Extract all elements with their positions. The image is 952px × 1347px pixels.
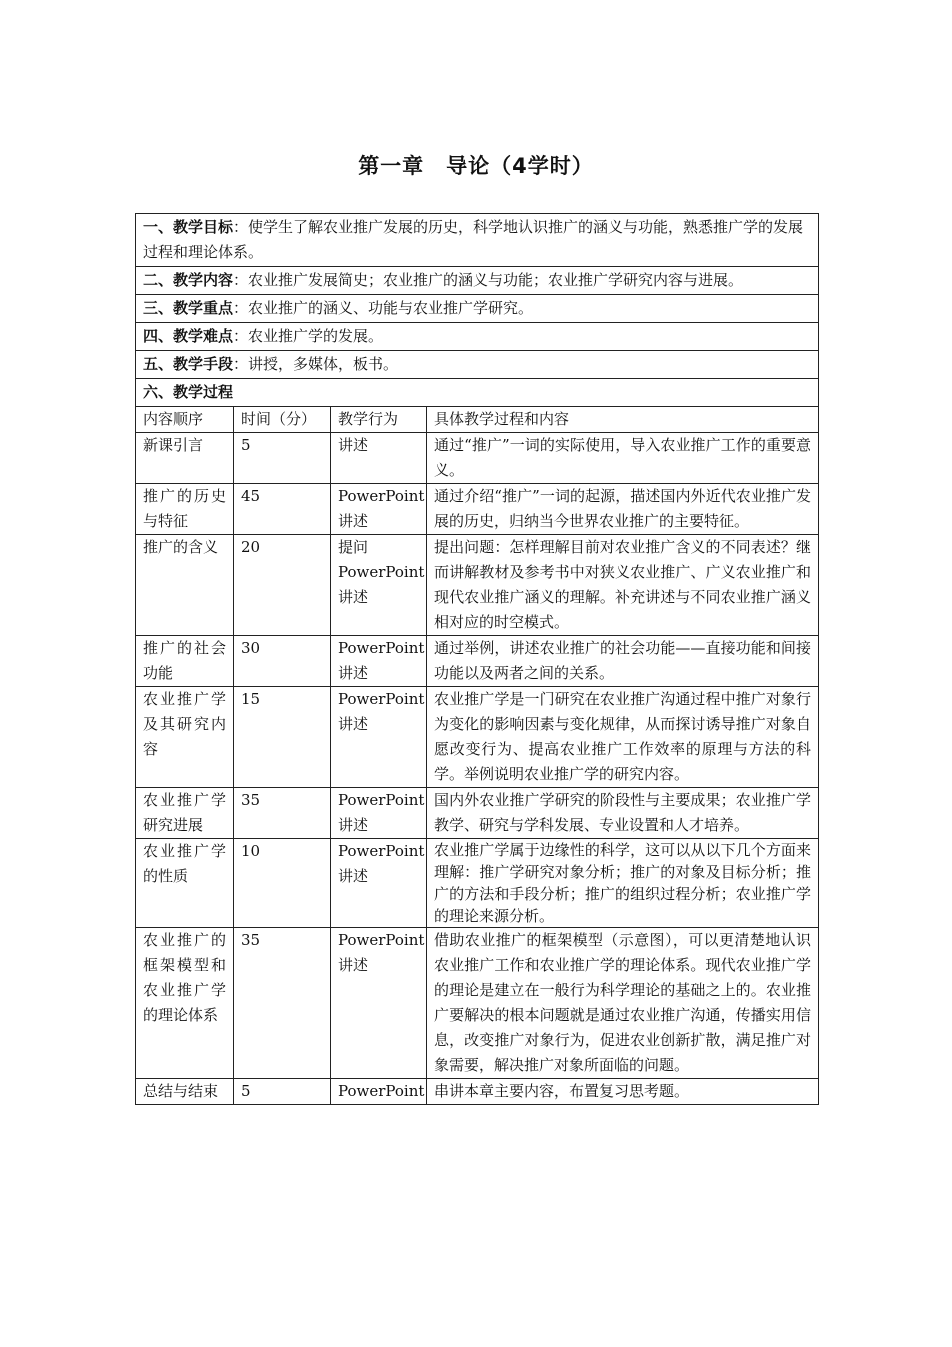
topic-cell: 农业推广学的性质 [136, 839, 234, 928]
detail-cell: 通过“推广”一词的实际使用，导入农业推广工作的重要意义。 [427, 433, 819, 484]
table-row [136, 433, 819, 484]
topic-cell: 推广的社会功能 [136, 636, 234, 687]
action-cell: PowerPoint 讲述 [331, 687, 427, 788]
detail-cell: 通过介绍“推广”一词的起源，描述国内外近代农业推广发展的历史，归纳当今世界农业推广的主要特征。 [427, 484, 819, 535]
means-row [136, 351, 819, 379]
column-header: 具体教学过程和内容 [427, 407, 819, 433]
table-row [136, 839, 819, 928]
action-cell: PowerPoint 讲述 [331, 928, 427, 1079]
topic-cell: 农业推广学研究进展 [136, 788, 234, 839]
detail-cell: 借助农业推广的框架模型（示意图），可以更清楚地认识农业推广工作和农业推广学的理论体系。现代农业推广学的理论是建立在一般行为科学理论的基础之上的。农业推广要解决的根本问题就是通过农业推广沟通，传播实用信息，改变推广对象行为，促进农业创新扩散，满足推广对象需要，解决推广对象所面临的问题。 [427, 928, 819, 1079]
detail-cell: 通过举例，讲述农业推广的社会功能——直接功能和间接功能以及两者之间的关系。 [427, 636, 819, 687]
time-cell: 30 [234, 636, 331, 687]
action-cell: PowerPoint 讲述 [331, 839, 427, 928]
table-header-row [136, 407, 819, 433]
table-row [136, 687, 819, 788]
topic-cell: 推广的含义 [136, 535, 234, 636]
time-cell: 35 [234, 928, 331, 1079]
process-label: 六、教学过程 [143, 383, 234, 401]
difficulty-row [136, 323, 819, 351]
process-row [136, 379, 819, 407]
content-text: ：农业推广发展简史；农业推广的涵义与功能；农业推广学研究内容与进展。 [233, 271, 744, 289]
content-row [136, 267, 819, 295]
action-cell: PowerPoint 讲述 [331, 788, 427, 839]
column-header: 内容顺序 [136, 407, 234, 433]
goal-text: ：使学生了解农业推广发展的历史，科学地认识推广的涵义与功能，熟悉推广学的发展过程和理论体系。 [143, 218, 804, 261]
key-point-text: ：农业推广的涵义、功能与农业推广学研究。 [233, 299, 534, 317]
goal-row [136, 214, 819, 267]
table-row [136, 1079, 819, 1105]
table-row [136, 928, 819, 1079]
table-row [136, 788, 819, 839]
time-cell: 35 [234, 788, 331, 839]
lesson-plan-table [135, 213, 819, 1105]
column-header: 时间（分） [234, 407, 331, 433]
action-cell: PowerPoint 讲述 [331, 636, 427, 687]
action-cell: PowerPoint [331, 1079, 427, 1105]
means-label: 五、教学手段 [143, 355, 234, 373]
table-row [136, 535, 819, 636]
time-cell: 5 [234, 433, 331, 484]
action-cell: PowerPoint 讲述 [331, 484, 427, 535]
means-text: ：讲授，多媒体，板书。 [233, 355, 399, 373]
page-title: 第一章 导论（4学时） [358, 154, 594, 178]
time-cell: 20 [234, 535, 331, 636]
goal-label: 一、教学目标 [143, 218, 234, 236]
detail-cell: 农业推广学属于边缘性的科学，这可以从以下几个方面来理解：推广学研究对象分析；推广的对象及目标分析；推广的方法和手段分析；推广的组织过程分析；农业推广学的理论来源分析。 [427, 839, 819, 928]
table-row [136, 636, 819, 687]
difficulty-label: 四、教学难点 [143, 327, 234, 345]
key-point-row [136, 295, 819, 323]
table-row [136, 484, 819, 535]
detail-cell: 国内外农业推广学研究的阶段性与主要成果；农业推广学教学、研究与学科发展、专业设置和人才培养。 [427, 788, 819, 839]
time-cell: 45 [234, 484, 331, 535]
content-label: 二、教学内容 [143, 271, 234, 289]
action-cell: 提问 PowerPoint 讲述 [331, 535, 427, 636]
column-header: 教学行为 [331, 407, 427, 433]
key-point-label: 三、教学重点 [143, 299, 234, 317]
topic-cell: 总结与结束 [136, 1079, 234, 1105]
difficulty-text: ：农业推广学的发展。 [233, 327, 384, 345]
time-cell: 10 [234, 839, 331, 928]
time-cell: 5 [234, 1079, 331, 1105]
action-cell: 讲述 [331, 433, 427, 484]
detail-cell: 提出问题：怎样理解目前对农业推广含义的不同表述？继而讲解教材及参考书中对狭义农业推广、广义农业推广和现代农业推广涵义的理解。补充讲述与不同农业推广涵义相对应的时空模式。 [427, 535, 819, 636]
topic-cell: 新课引言 [136, 433, 234, 484]
topic-cell: 推广的历史与特征 [136, 484, 234, 535]
detail-cell: 农业推广学是一门研究在农业推广沟通过程中推广对象行为变化的影响因素与变化规律，从而探讨诱导推广对象自愿改变行为、提高农业推广工作效率的原理与方法的科学。举例说明农业推广学的研究内容。 [427, 687, 819, 788]
detail-cell: 串讲本章主要内容，布置复习思考题。 [427, 1079, 819, 1105]
time-cell: 15 [234, 687, 331, 788]
topic-cell: 农业推广学及其研究内容 [136, 687, 234, 788]
topic-cell: 农业推广的框架模型和农业推广学的理论体系 [136, 928, 234, 1079]
